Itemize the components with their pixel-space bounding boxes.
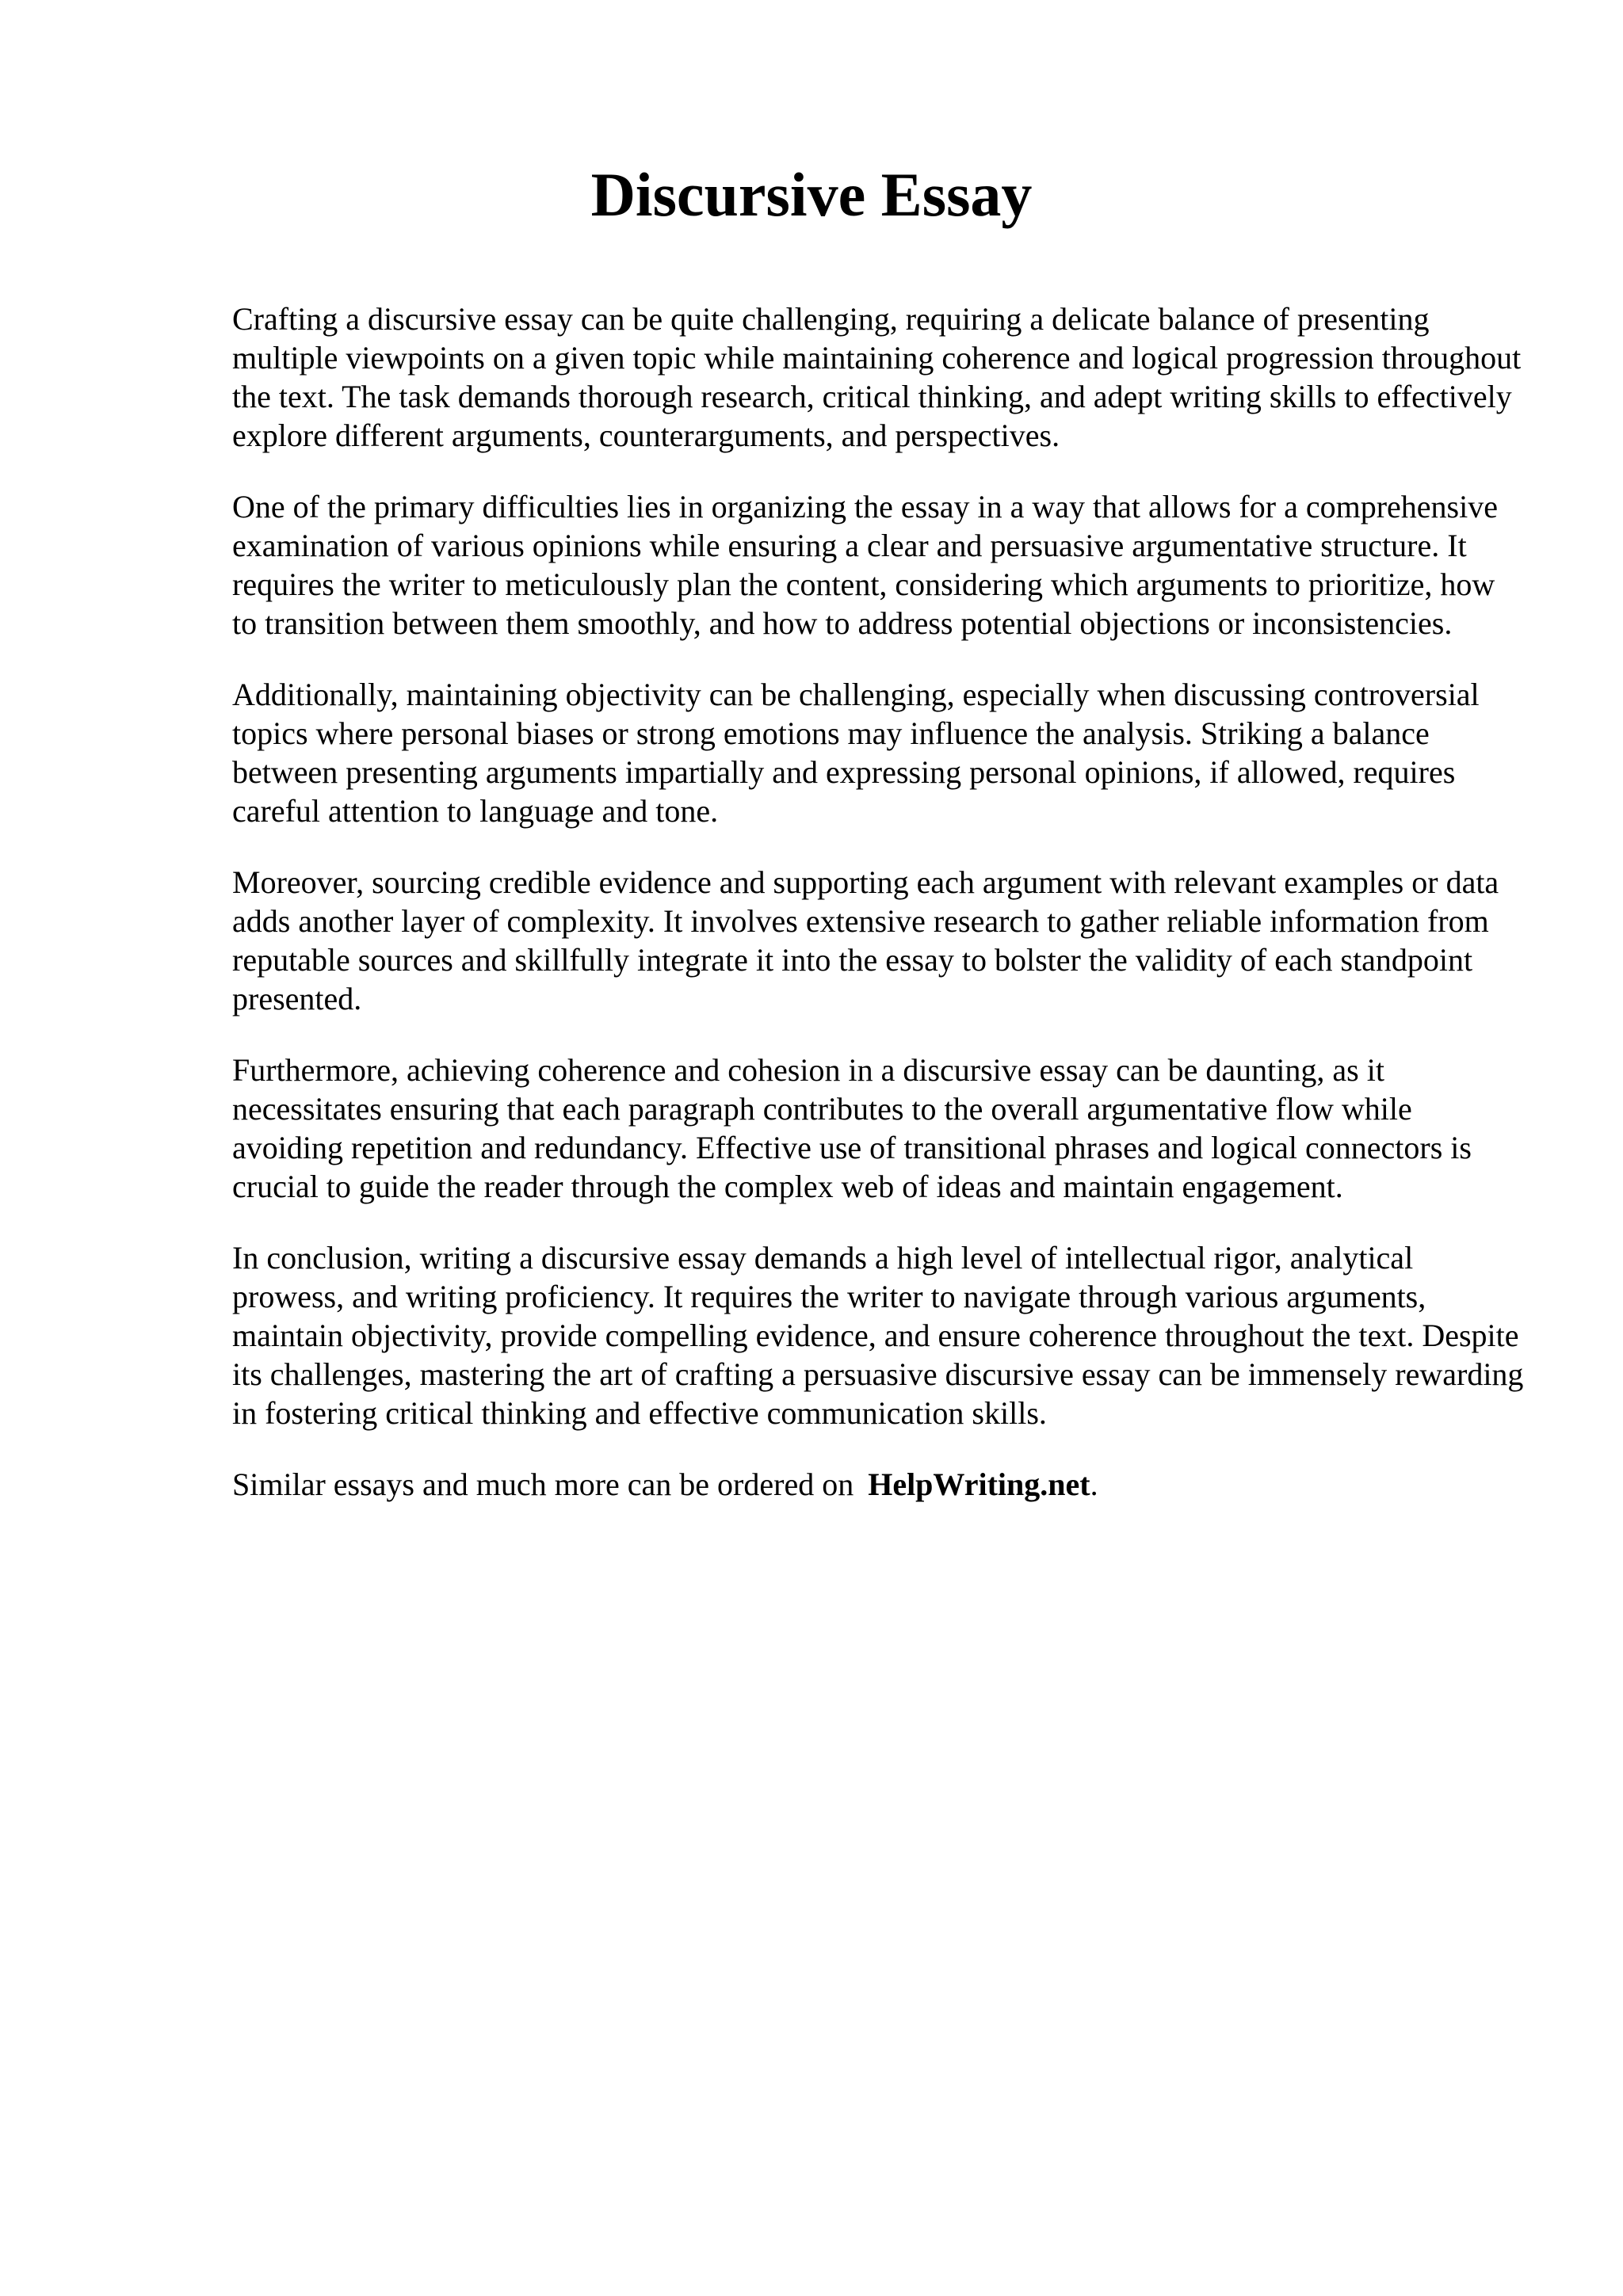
page-title: Discursive Essay: [590, 160, 1033, 229]
paragraph-1: Crafting a discursive essay can be quite challenging, requiring a delicate balance of presenting multiple viewpoints on a given topic while maintaining coherence and logical progression throughout the text. The task demands thorough research, critical thinking, and adept writing skills to effectively explore different arguments, counterarguments, and perspectives.: [232, 301, 1522, 453]
brand-link[interactable]: HelpWriting.net: [868, 1466, 1090, 1502]
paragraph-2: One of the primary difficulties lies in organizing the essay in a way that allows for a comprehensive examination of various opinions while ensuring a clear and persuasive argumentative structure. It requires the writer to meticulously plan the content, considering which arguments to prioritize, how to transition between them smoothly, and how to address potential objections or inconsistencies.: [232, 489, 1498, 641]
paragraph-3: Additionally, maintaining objectivity can be challenging, especially when discussing controversial topics where personal biases or strong emotions may influence the analysis. Striking a balance between presenting arguments impartially and expressing personal opinions, if allowed, requires careful attention to language and tone.: [232, 677, 1480, 829]
paragraph-4: Moreover, sourcing credible evidence and supporting each argument with relevant examples or data adds another layer of complexity. It involves extensive research to gather reliable information from reputable sources and skillfully integrate it into the essay to bolster the validity of each standpoint presented.: [232, 864, 1499, 1016]
paragraph-6: In conclusion, writing a discursive essay demands a high level of intellectual rigor, analytical prowess, and writing proficiency. It requires the writer to navigate through various arguments, maintain objectivity, provide compelling evidence, and ensure coherence throughout the text. Despite its challenges, mastering the art of crafting a persuasive discursive essay can be immensely rewarding in fostering critical thinking and effective communication skills.: [232, 1240, 1524, 1431]
essay-body: [232, 299, 1524, 1504]
footer-period: .: [1090, 1466, 1098, 1502]
paragraph-5: Furthermore, achieving coherence and cohesion in a discursive essay can be daunting, as it necessitates ensuring that each paragraph contributes to the overall argumentative flow while avoiding repetition and redundancy. Effective use of transitional phrases and logical connectors is crucial to guide the reader through the complex web of ideas and maintain engagement.: [232, 1052, 1472, 1204]
footer-text: Similar essays and much more can be ordered on: [232, 1466, 854, 1502]
footer-line: [232, 1465, 1524, 1504]
